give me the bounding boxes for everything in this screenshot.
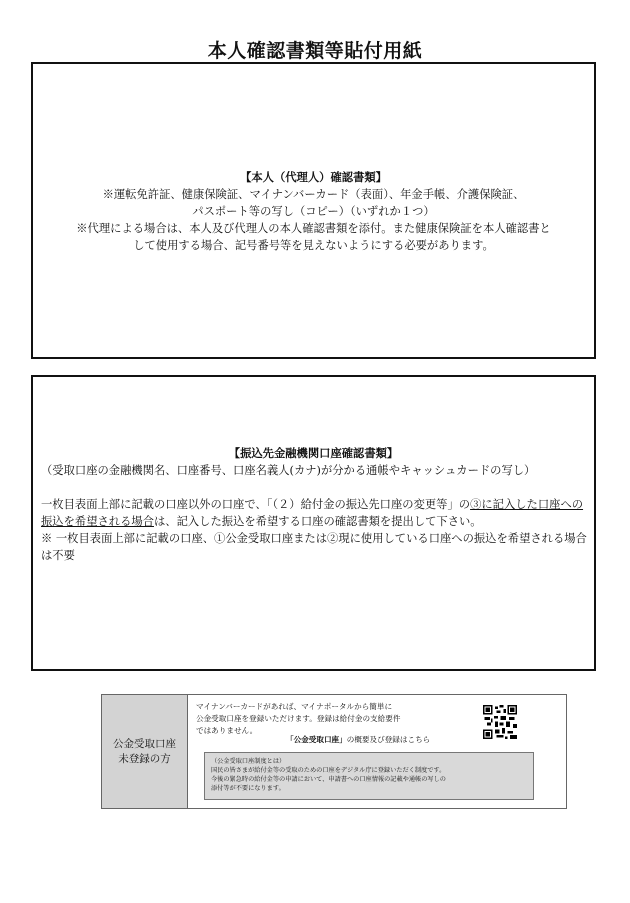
public-account-info-panel <box>101 694 567 809</box>
unregistered-label-line-1: 公金受取口座 <box>113 737 176 750</box>
sub-line-2: 今後の緊急時の給付金等の申請において、申請書への口座情報の記載や通帳の写しの <box>211 776 446 783</box>
identity-heading: 【本人（代理人）確認書類】 <box>240 170 387 184</box>
info-text-line-2: 公金受取口座を登録いただけます。登録は給付金の支給要件 <box>196 714 401 723</box>
info-text-line-1: マイナンバーカードがあれば、マイナポータルから簡単に <box>196 702 393 711</box>
bank-paragraph <box>41 496 590 530</box>
identity-line-1: ※運転免許証、健康保険証、マイナンバーカード（表面）、年金手帳、介護保険証、 <box>102 188 525 201</box>
unregistered-label <box>102 695 188 808</box>
bank-account-document-box <box>31 375 596 671</box>
page-title: 本人確認書類等貼付用紙 <box>207 40 423 62</box>
bank-paragraph-suffix: は、記入した振込を希望する口座の確認書類を提出して下さい。 <box>153 515 482 528</box>
registration-link-text: の概要及び登録はこちら <box>346 735 431 744</box>
identity-instructions <box>33 169 594 254</box>
bank-description: （受取口座の金融機関名、口座番号、口座名義人(カナ)が分かる通帳やキャッシュカードの写し） <box>41 464 536 477</box>
bank-heading: 【振込先金融機関口座確認書類】 <box>228 446 399 460</box>
system-explanation-box <box>204 752 534 800</box>
registration-link[interactable] <box>286 734 430 746</box>
info-text <box>196 701 476 737</box>
bank-note: ※ 一枚目表面上部に記載の口座、①公金受取口座または②現に使用している口座への振込を希望される場合は不要 <box>41 532 587 562</box>
bank-instructions <box>41 462 590 564</box>
info-text-line-3: ではありません。 <box>196 726 258 735</box>
sub-line-1: 国民の皆さまが給付金等の受取のための口座をデジタル庁に登録いただく制度です。 <box>211 767 446 774</box>
sub-title: （公金受取口座制度とは） <box>211 758 286 765</box>
bank-paragraph-underlined: ③に記入した口座への振込を希望される場合 <box>41 498 584 528</box>
qr-code-icon[interactable] <box>483 705 517 739</box>
identity-line-4: して使用する場合、記号番号等を見えないようにする必要があります。 <box>133 239 494 252</box>
registration-link-bold: 「公金受取口座」 <box>286 735 347 744</box>
sub-line-3: 添付等が不要になります。 <box>211 785 285 792</box>
identity-document-box <box>31 62 596 359</box>
unregistered-label-line-2: 未登録の方 <box>118 752 171 765</box>
identity-line-3: ※代理による場合は、本人及び代理人の本人確認書類を添付。また健康保険証を本人確認書と <box>76 222 551 235</box>
identity-line-2: パスポート等の写し（コピー）（いずれか１つ） <box>192 205 435 218</box>
info-content <box>188 695 566 808</box>
bank-paragraph-prefix: 一枚目表面上部に記載の口座以外の口座で、「（２）給付金の振込先口座の変更等」の <box>41 498 471 511</box>
